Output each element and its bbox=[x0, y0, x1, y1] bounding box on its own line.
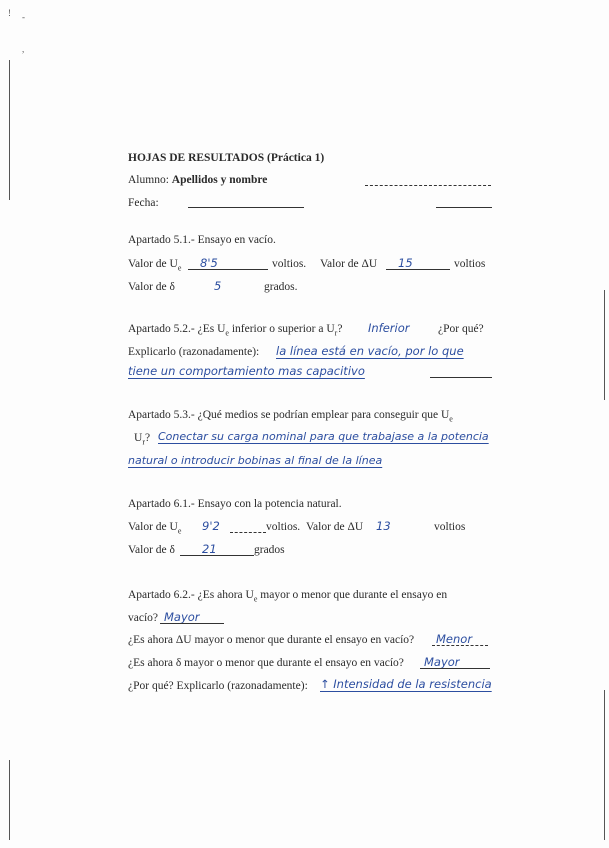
du-value-51: 15 bbox=[398, 256, 413, 270]
ue-unit-51: voltios. bbox=[272, 258, 307, 270]
answer-62-1: Mayor bbox=[164, 610, 200, 624]
scan-mark: , bbox=[22, 44, 25, 54]
q52-sub-e: e bbox=[225, 328, 229, 338]
student-name-line bbox=[365, 185, 491, 186]
ue-label-61 bbox=[128, 521, 181, 535]
delta-label-51: Valor de δ bbox=[128, 281, 175, 293]
delta-unit-61: grados bbox=[254, 544, 285, 556]
du-label-51: Valor de ΔU bbox=[320, 258, 378, 270]
q62-line1-b: mayor o menor que durante el ensayo en bbox=[260, 589, 448, 601]
section-53-question-line2 bbox=[134, 432, 150, 446]
section-62-question bbox=[128, 589, 447, 603]
date-label: Fecha: bbox=[128, 197, 159, 209]
ue-sub-61: e bbox=[177, 526, 182, 536]
delta-line-61 bbox=[180, 555, 254, 556]
ue-label-text: Valor de U bbox=[128, 258, 178, 270]
q53-line2-u: U bbox=[134, 432, 143, 444]
student-label bbox=[128, 174, 267, 186]
q52-part-b: inferior o superior a U bbox=[231, 323, 335, 335]
student-label-text: Alumno: bbox=[128, 174, 169, 186]
du-unit-51: voltios bbox=[454, 258, 486, 270]
du-value-61: 13 bbox=[376, 519, 391, 533]
explain-52-line2: tiene un comportamiento mas capacitivo bbox=[128, 364, 365, 378]
answer-53-line2: natural o introducir bobinas al final de la línea bbox=[128, 454, 383, 467]
answer-62-2-line bbox=[432, 645, 488, 646]
section-62-question-line2: vacío? bbox=[128, 612, 159, 624]
section-61-heading: Apartado 6.1.- Ensayo con la potencia natural. bbox=[128, 498, 342, 510]
answer-53-line1: Conectar su carga nominal para que trabajase a la potencia bbox=[158, 430, 489, 443]
date-line-right bbox=[436, 207, 492, 208]
answer-62-4: ↑ Intensidad de la resistencia bbox=[320, 677, 492, 691]
q53-line2-q: ? bbox=[144, 432, 151, 444]
ue-label-51 bbox=[128, 258, 181, 272]
delta-value-61: 21 bbox=[202, 542, 217, 556]
q62-sub-e: e bbox=[253, 594, 258, 604]
scan-left-edge bbox=[9, 60, 10, 200]
scan-left-edge-lower bbox=[9, 760, 10, 840]
question-62-2: ¿Es ahora ΔU mayor o menor que durante el ensayo en vacío? bbox=[128, 634, 415, 646]
delta-label-61: Valor de δ bbox=[128, 544, 175, 556]
delta-unit-51: grados. bbox=[264, 281, 298, 293]
ue-unit-61: voltios. bbox=[266, 521, 301, 533]
q53-sub-e: e bbox=[449, 414, 453, 424]
answer-62-2: Menor bbox=[436, 632, 473, 646]
q52-sub-r: r bbox=[334, 328, 338, 338]
q62-line1: Apartado 6.2.- ¿Es ahora U bbox=[128, 589, 254, 601]
scan-right-edge-lower bbox=[604, 690, 605, 840]
question-62-4: ¿Por qué? Explicarlo (razonadamente): bbox=[128, 680, 308, 692]
section-53-question bbox=[128, 409, 453, 423]
scan-mark: ! bbox=[8, 8, 11, 18]
page-title: HOJAS DE RESULTADOS (Práctica 1) bbox=[128, 152, 325, 164]
ue-sub: e bbox=[177, 263, 182, 273]
section-52-question bbox=[128, 323, 342, 337]
explain-52-line-end bbox=[430, 377, 492, 378]
ue-label-61-text: Valor de U bbox=[128, 521, 178, 533]
scan-mark: - bbox=[22, 12, 25, 22]
ue-value-61: 9'2 bbox=[202, 519, 220, 533]
q53-sub-r: r bbox=[142, 437, 145, 447]
du-unit-61: voltios bbox=[434, 521, 466, 533]
why-52: ¿Por qué? bbox=[438, 323, 484, 335]
question-62-3: ¿Es ahora δ mayor o menor que durante el ensayo en vacío? bbox=[128, 657, 404, 669]
answer-62-3-line bbox=[420, 668, 490, 669]
ue-line-61 bbox=[230, 532, 266, 533]
scan-right-edge bbox=[604, 290, 605, 400]
q52-part-a: Apartado 5.2.- ¿Es U bbox=[128, 323, 226, 335]
student-value: Apellidos y nombre bbox=[171, 174, 268, 186]
delta-value-51: 5 bbox=[214, 279, 222, 293]
date-line bbox=[188, 207, 304, 208]
q53-line1: Apartado 5.3.- ¿Qué medios se podrían emplear para conseguir que U bbox=[128, 409, 450, 421]
section-51-heading: Apartado 5.1.- Ensayo en vacío. bbox=[128, 234, 276, 246]
answer-52: Inferior bbox=[368, 321, 410, 335]
ue-value-51: 8'5 bbox=[200, 256, 218, 270]
explain-label-52: Explicarlo (razonadamente): bbox=[128, 346, 260, 358]
q52-part-c: ? bbox=[337, 323, 343, 335]
du-line-51 bbox=[386, 269, 450, 270]
explain-52-line1: la línea está en vacío, por lo que bbox=[276, 344, 464, 358]
du-label-61: Valor de ΔU bbox=[306, 521, 364, 533]
answer-62-1-line bbox=[160, 623, 224, 624]
answer-62-3: Mayor bbox=[424, 655, 460, 669]
